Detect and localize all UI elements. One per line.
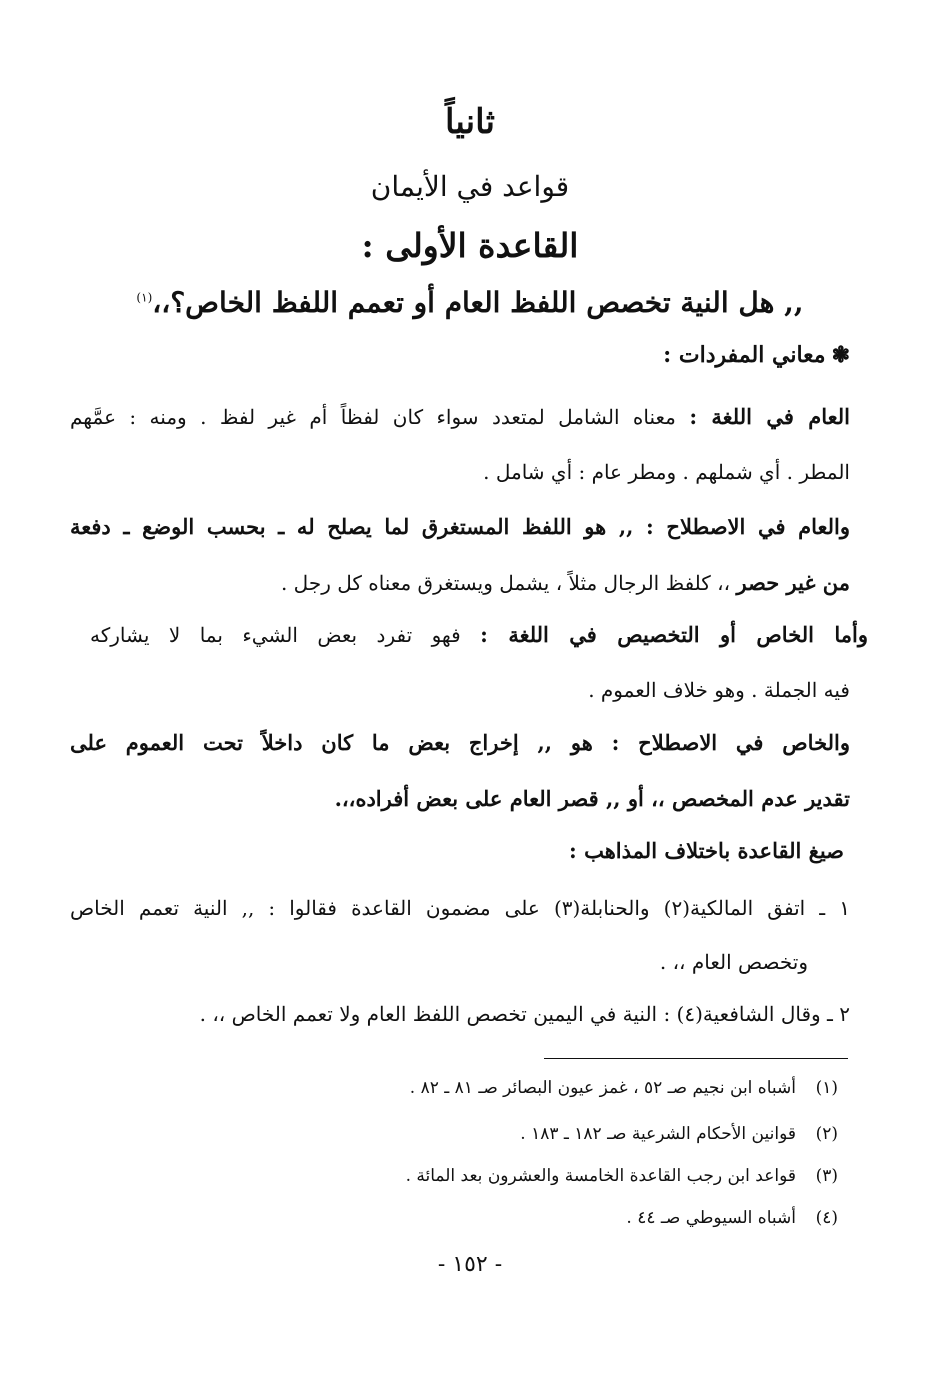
rule-question xyxy=(0,286,940,319)
paragraph-specific-language-2: فيه الجملة . وهو خلاف العموم . xyxy=(588,678,850,702)
paragraph-general-term-1: والعام في الاصطلاح : ,, هو اللفظ المستغرق لما يصلح له ـ بحسب الوضع ـ دفعة xyxy=(70,514,850,539)
vocab-title: معاني المفردات : xyxy=(663,342,826,368)
paragraph-specific-term-1: والخاص في الاصطلاح : هو ,, إخراج بعض ما كان داخلاً تحت العموم على xyxy=(70,730,850,755)
definition-text: معناه الشامل لمتعدد سواء كان لفظاً أم غير لفظ . ومنه : عمَّهم xyxy=(70,405,676,429)
question-text: ,, هل النية تخصص اللفظ العام أو تعمم اللفظ الخاص؟،، xyxy=(152,286,804,319)
footnote-number: (٢) xyxy=(815,1124,838,1144)
paragraph-general-term-2 xyxy=(70,570,850,595)
term-general-language: العام في اللغة : xyxy=(689,404,850,429)
vocab-heading xyxy=(663,342,850,368)
term-specific-language: وأما الخاص أو التخصيص في اللغة : xyxy=(480,622,869,647)
footnote-3 xyxy=(138,1166,838,1186)
footnote-number: (٤) xyxy=(815,1208,838,1228)
paragraph-specific-term-2: تقدير عدم المخصص ،، أو ,, قصر العام على بعض أفراده،،. xyxy=(334,786,850,811)
paragraph-general-language-1 xyxy=(70,404,850,429)
page-number: - ١٥٢ - xyxy=(437,1252,503,1277)
paragraph-general-language-2: المطر . أي شملهم . ومطر عام : أي شامل . xyxy=(483,460,850,484)
footnote-text: قواعد ابن رجب القاعدة الخامسة والعشرون بعد المائة . xyxy=(405,1166,796,1186)
footnote-text: أشباه ابن نجيم صـ ٥٢ ، غمز عيون البصائر صـ ٨١ ـ ٨٢ . xyxy=(409,1078,796,1098)
footnote-4 xyxy=(138,1208,838,1228)
list-item-1-line2: وتخصص العام ،، . xyxy=(659,950,808,974)
footnote-number: (١) xyxy=(815,1078,838,1098)
footnote-separator xyxy=(544,1058,848,1059)
paragraph-specific-language-1 xyxy=(90,622,868,647)
part-heading: ثانياً xyxy=(445,102,495,142)
example-text: ،، كلفظ الرجال مثلاً ، يشمل ويستغرق معناه كل رجل . xyxy=(280,571,731,595)
schools-heading: صيغ القاعدة باختلاف المذاهب : xyxy=(569,838,844,863)
footnote-2 xyxy=(138,1124,838,1144)
footnote-text: أشباه السيوطي صـ ٤٤ . xyxy=(626,1208,796,1228)
footnote-ref-1: (١) xyxy=(136,290,153,305)
bold-phrase: من غير حصر xyxy=(736,570,850,595)
footnote-1 xyxy=(138,1078,838,1098)
footnote-text: قوانين الأحكام الشرعية صـ ١٨٢ ـ ١٨٣ . xyxy=(520,1124,796,1144)
section-subtitle: قواعد في الأيمان xyxy=(370,170,570,203)
footnote-number: (٣) xyxy=(815,1166,838,1186)
list-item-1-line1: ١ ـ اتفق المالكية(٢) والحنابلة(٣) على مضمون القاعدة فقالوا : ,, النية تعمم الخاص xyxy=(70,896,850,920)
list-item-2: ٢ ـ وقال الشافعية(٤) : النية في اليمين تخصص اللفظ العام ولا تعمم الخاص ،، . xyxy=(199,1002,850,1026)
asterism-icon: ❃ xyxy=(831,342,850,368)
definition-text-2: فهو تفرد بعض الشيء بما لا يشاركه xyxy=(90,623,461,647)
rule-title: القاعدة الأولى : xyxy=(361,226,579,265)
